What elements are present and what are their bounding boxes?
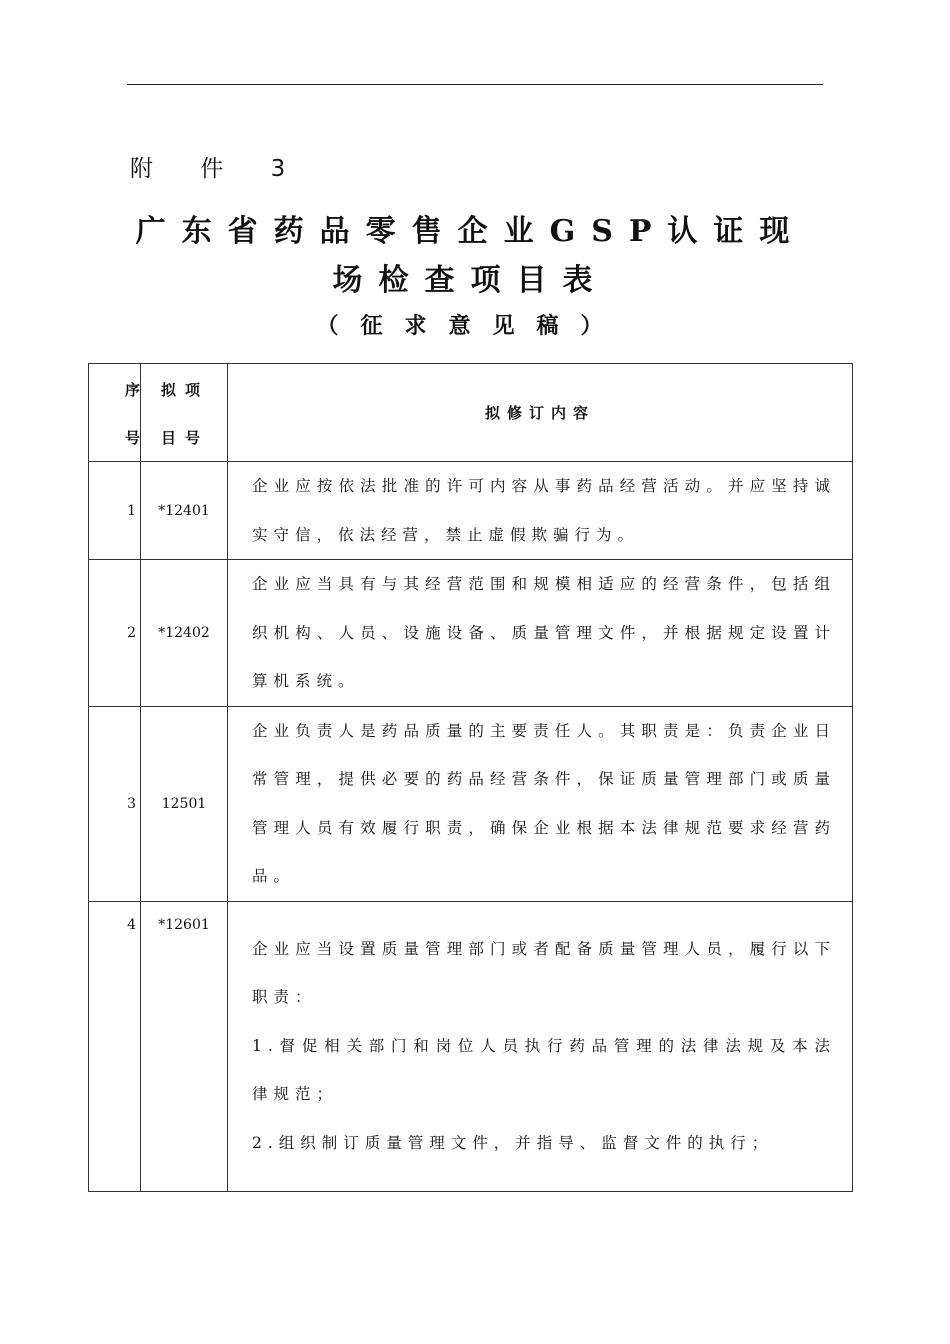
header-code-top: 拟项: [161, 381, 210, 399]
row-content-line: 2.组织制订质量管理文件，并指导、监督文件的执行；: [252, 1133, 774, 1152]
top-rule: [127, 84, 823, 85]
row-code: *12401: [141, 462, 228, 560]
row-seq: 2: [89, 560, 141, 707]
header-code-bottom: 目号: [161, 429, 210, 447]
table-row: [89, 560, 853, 707]
header-code: [141, 364, 228, 462]
row-content-line: 1.督促相关部门和岗位人员执行药品管理的法律法规及本法律规范；: [252, 1036, 836, 1104]
row-content-line: 企业负责人是药品质量的主要责任人。其职责是：负责企业日常管理，提供必要的药品经营条件，保证质量管理部门或质量管理人员有效履行职责，确保企业根据本法律规范要求经营药品。: [252, 721, 836, 885]
row-content-line: 企业应按依法批准的许可内容从事药品经营活动。并应坚持诚实守信，依法经营，禁止虚假欺骗行为。: [252, 477, 836, 544]
row-code: *12402: [141, 560, 228, 707]
header-seq-top: 序: [124, 381, 140, 399]
header-content: 拟修订内容: [228, 364, 853, 462]
table-header-row: [89, 364, 853, 462]
document-title-line1: 广东省药品零售企业GSP认证现: [135, 214, 806, 249]
row-content: [228, 901, 853, 1191]
header-seq: [89, 364, 141, 462]
row-content: [228, 462, 853, 560]
document-title-line2: 场检查项目表: [332, 263, 609, 298]
row-code: 12501: [141, 706, 228, 901]
inspection-items-table: [88, 363, 853, 1192]
row-content: [228, 706, 853, 901]
row-seq: 4: [89, 901, 141, 1191]
attachment-label: 附 件 3: [130, 156, 306, 182]
document-subtitle: （征求意见稿）: [316, 313, 625, 339]
row-content-line: 企业应当具有与其经营范围和规模相适应的经营条件，包括组织机构、人员、设施设备、质量管理文件，并根据规定设置计算机系统。: [252, 575, 836, 690]
row-code: *12601: [141, 901, 228, 1191]
row-seq: 1: [89, 462, 141, 560]
header-seq-bottom: 号: [124, 429, 140, 447]
table-row: [89, 706, 853, 901]
row-content: [228, 560, 853, 707]
row-content-line: 企业应当设置质量管理部门或者配备质量管理人员，履行以下职责：: [252, 939, 836, 1007]
table-row: [89, 462, 853, 560]
row-seq: 3: [89, 706, 141, 901]
table-row: [89, 901, 853, 1191]
